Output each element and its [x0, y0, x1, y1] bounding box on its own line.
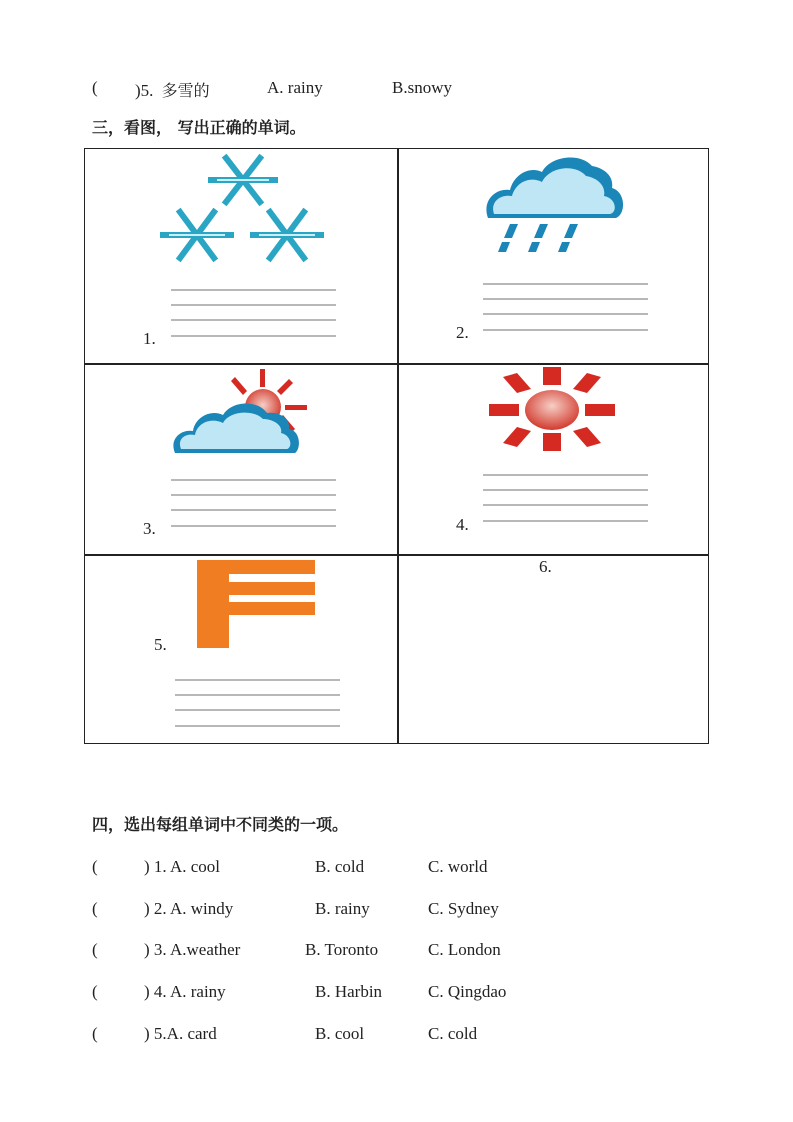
- q4-paren[interactable]: (: [92, 982, 98, 1001]
- q4-option-a: ) 4. A. rainy: [144, 982, 226, 1001]
- cell-number-2: 2.: [456, 323, 469, 342]
- prev-question-number: )5.: [135, 81, 154, 100]
- answer-lines-5[interactable]: [175, 679, 340, 729]
- q5-paren[interactable]: (: [92, 1024, 98, 1043]
- q2-option-a: ) 2. A. windy: [144, 899, 234, 918]
- rain-icon: [480, 152, 630, 262]
- answer-lines-2[interactable]: [483, 283, 648, 333]
- cell-number-3: 3.: [143, 519, 156, 538]
- flag-f-icon: [197, 560, 315, 648]
- q3-option-c: C. London: [428, 940, 501, 959]
- q2-paren[interactable]: (: [92, 899, 98, 918]
- prev-option-b: B.snowy: [392, 78, 452, 97]
- answer-lines-1[interactable]: [171, 289, 336, 339]
- q3-paren[interactable]: (: [92, 940, 98, 959]
- q4-option-b: B. Harbin: [315, 982, 383, 1001]
- picture-grid: [84, 148, 709, 744]
- cell-number-6: 6.: [539, 557, 552, 576]
- cell-number-1: 1.: [143, 329, 156, 348]
- sun-icon: [485, 365, 620, 455]
- prev-question-paren: (: [92, 78, 98, 97]
- q2-option-c: C. Sydney: [428, 899, 499, 918]
- section4-heading: 四，选出每组单词中不同类的一项。: [92, 815, 349, 834]
- prev-option-a: A. rainy: [267, 78, 323, 97]
- q3-option-a: ) 3. A.weather: [144, 940, 241, 959]
- q4-option-c: C. Qingdao: [428, 982, 507, 1001]
- q5-option-c: C. cold: [428, 1024, 478, 1043]
- q3-option-b: B. Toronto: [305, 940, 379, 959]
- answer-lines-4[interactable]: [483, 474, 648, 524]
- q1-option-a: ) 1. A. cool: [144, 857, 221, 876]
- grid-divider-vertical: [397, 149, 399, 743]
- prev-question-word: 多雪的: [161, 81, 210, 100]
- prev-question: [92, 78, 98, 98]
- q5-option-a: ) 5.A. card: [144, 1024, 217, 1043]
- q5-option-b: B. cool: [315, 1024, 365, 1043]
- section3-heading: 三，看图， 写出正确的单词。: [92, 118, 306, 137]
- q1-option-b: B. cold: [315, 857, 365, 876]
- q2-option-b: B. rainy: [315, 899, 370, 918]
- q1-paren[interactable]: (: [92, 857, 98, 876]
- snow-icon: [155, 152, 325, 267]
- answer-lines-3[interactable]: [171, 479, 336, 529]
- grid-divider-row2: [85, 554, 708, 556]
- cloudy-sun-icon: [171, 367, 311, 462]
- cell-number-5: 5.: [154, 635, 167, 654]
- q1-option-c: C. world: [428, 857, 488, 876]
- cell-number-4: 4.: [456, 515, 469, 534]
